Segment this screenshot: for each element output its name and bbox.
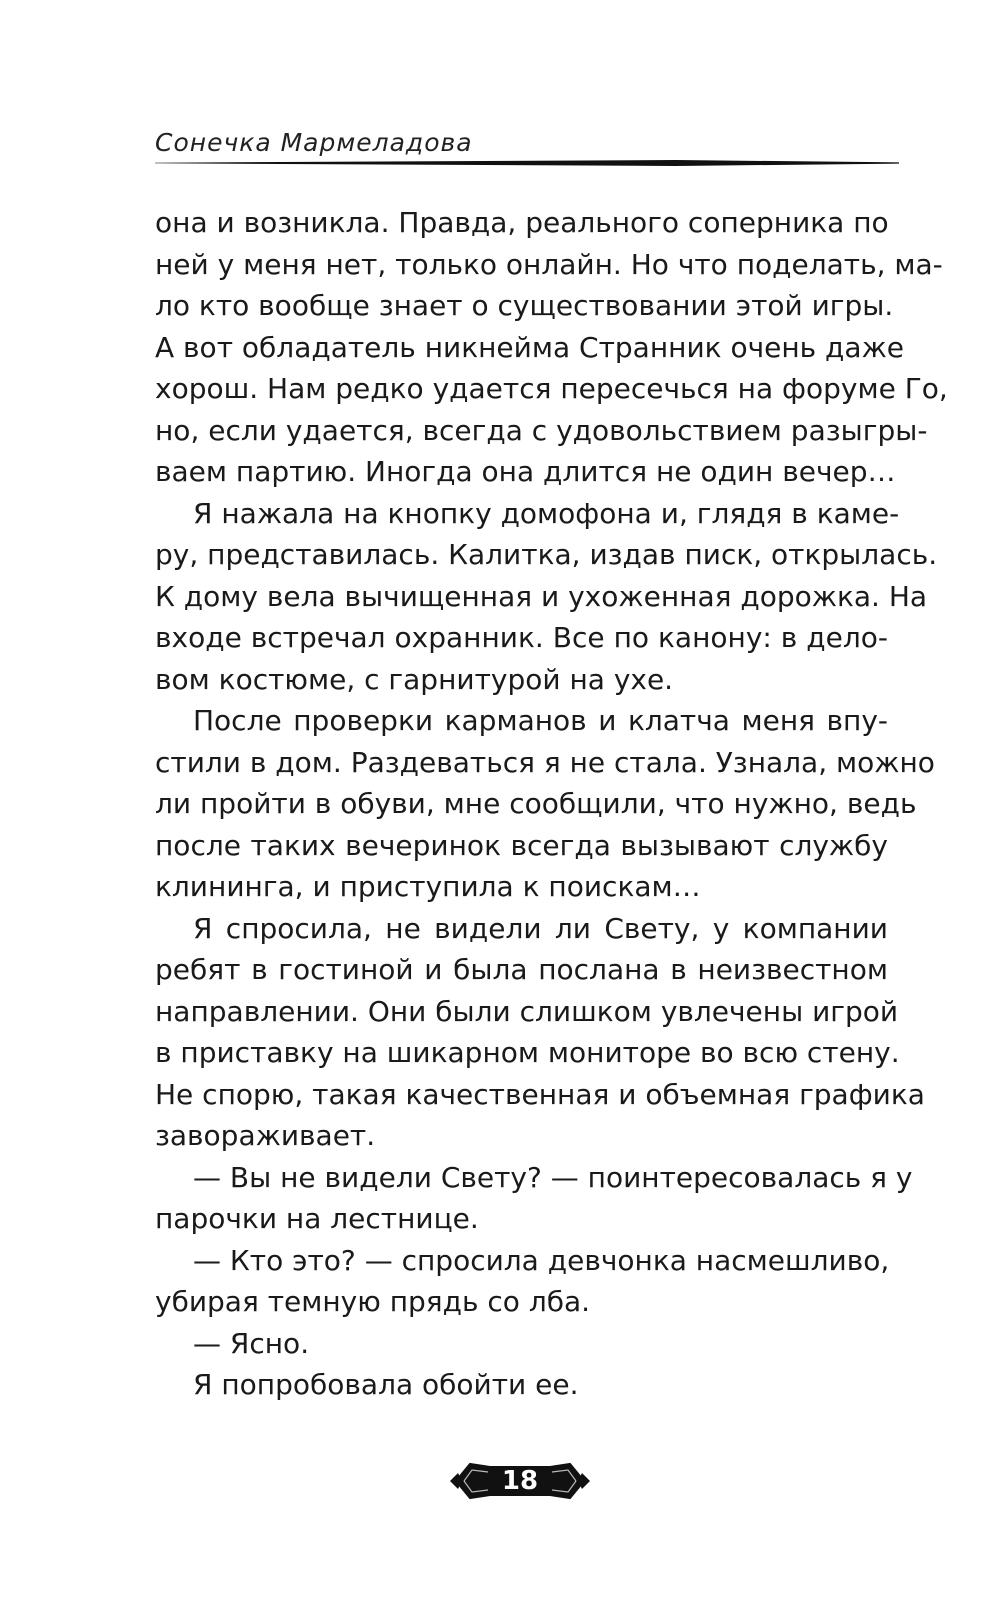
text-line: Я нажала на кнопку домофона и, глядя в каме- [193, 496, 900, 530]
text-line: — Кто это? — спросила девчонка насмешливо, [193, 1243, 890, 1277]
text-line: парочки на лестнице. [155, 1202, 479, 1235]
text-line: ваем партию. Иногда она длится не один вечер… [155, 455, 896, 488]
page-number: 18 [501, 1466, 539, 1496]
running-header-title: Сонечка Мармеладова [155, 128, 473, 157]
text-line: ру, представилась. Калитка, издав писк, открылась. [155, 538, 938, 571]
text-line: — Ясно. [193, 1326, 310, 1360]
text-line: входе встречал охранник. Все по канону: в дело- [155, 621, 888, 654]
text-line: после таких вечеринок всегда вызывают службу [155, 828, 888, 862]
paragraph [155, 493, 938, 701]
text-line: убирая темную прядь со лба. [155, 1285, 591, 1318]
text-line: Я спросила, не видели ли Свету, у компании [193, 911, 888, 945]
text-line: она и возникла. Правда, реального соперника по [155, 206, 889, 239]
text-line: ней у меня нет, только онлайн. Но что поделать, ма- [155, 247, 943, 281]
body-text [155, 202, 948, 1406]
text-line: хорош. Нам редко удается пересечься на форуме Го, [155, 372, 948, 405]
text-line: После проверки карманов и клатча меня впу- [193, 704, 888, 737]
paragraph [155, 202, 948, 493]
text-line: ребят в гостиной и была послана в неизвестном [155, 953, 888, 986]
page-number-badge [450, 1460, 590, 1502]
paragraph [155, 908, 925, 1157]
paragraph [155, 1157, 913, 1240]
paragraph [155, 1240, 888, 1323]
text-line: завораживает. [155, 1119, 376, 1152]
text-line: направлении. Они были слишком увлечены игрой [155, 994, 899, 1028]
text-line: Не спорю, такая качественная и объемная графика [155, 1077, 925, 1111]
text-line: — Вы не видели Свету? — поинтересовалась я у [193, 1160, 913, 1194]
header-rule [155, 160, 899, 166]
text-line: но, если удается, всегда с удовольствием разыгры- [155, 413, 928, 447]
text-line: Я попробовала обойти ее. [193, 1368, 579, 1401]
text-line: ли пройти в обуви, мне сообщили, что нужно, ведь [155, 787, 917, 820]
text-line: А вот обладатель никнейма Странник очень даже [155, 330, 905, 364]
text-line: стили в дом. Раздеваться я не стала. Узнала, можно [155, 745, 935, 779]
text-line: в приставку на шикарном мониторе во всю стену. [155, 1036, 900, 1069]
paragraph [155, 1364, 888, 1406]
text-line: вом костюме, с гарнитурой на ухе. [155, 662, 674, 696]
text-line: ло кто вообще знает о существовании этой игры. [155, 289, 894, 322]
paragraph [155, 700, 935, 908]
text-line: К дому вела вычищенная и ухоженная дорожка. На [155, 579, 928, 613]
paragraph [155, 1323, 888, 1365]
text-line: клининга, и приступила к поискам… [155, 870, 701, 903]
